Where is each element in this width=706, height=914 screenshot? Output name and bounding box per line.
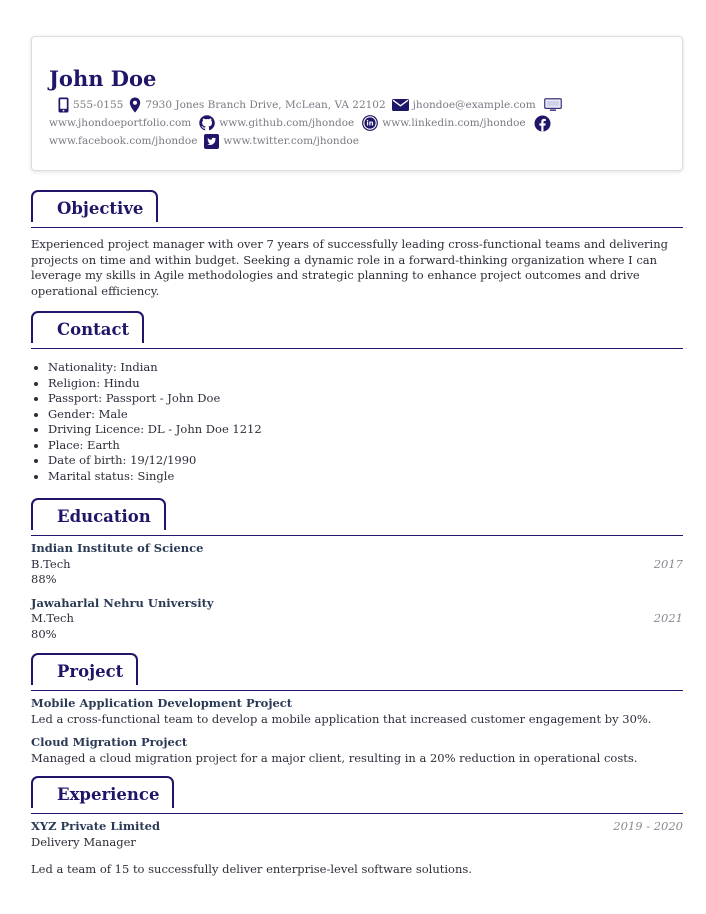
experience-header bbox=[31, 776, 683, 814]
contact-title: Contact bbox=[31, 311, 144, 346]
project-entry bbox=[31, 735, 683, 766]
contact-links bbox=[49, 96, 666, 114]
education-entry bbox=[31, 541, 683, 588]
list-item: • Driving Licence: DL - John Doe 1212 bbox=[48, 422, 683, 438]
list-item: • Place: Earth bbox=[48, 438, 683, 454]
facebook-text: www.facebook.com/jhondoe bbox=[49, 135, 198, 147]
degree: M.Tech bbox=[31, 611, 74, 625]
list-item: • Gender: Male bbox=[48, 407, 683, 423]
portfolio-item[interactable] bbox=[49, 114, 191, 132]
education-title: Education bbox=[31, 498, 166, 533]
project-name: Mobile Application Development Project bbox=[31, 696, 293, 710]
facebook-icon-item[interactable] bbox=[534, 115, 555, 132]
contact-links-row-3 bbox=[49, 132, 666, 150]
twitter-text: www.twitter.com/jhondoe bbox=[223, 135, 359, 147]
list-item: • Passport: Passport - John Doe bbox=[48, 391, 683, 407]
facebook-icon bbox=[534, 115, 551, 132]
portfolio-icon-item[interactable] bbox=[544, 98, 566, 112]
portfolio-text: www.jhondoeportfolio.com bbox=[49, 117, 192, 129]
institution-name: Indian Institute of Science bbox=[31, 541, 204, 555]
company-name: XYZ Private Limited bbox=[31, 819, 161, 833]
facebook-item[interactable] bbox=[49, 132, 197, 150]
project-entry bbox=[31, 696, 683, 727]
github-text: www.github.com/jhondoe bbox=[219, 117, 355, 129]
project-header bbox=[31, 653, 683, 691]
email-text: jhondoe@example.com bbox=[412, 99, 536, 111]
svg-text:in: in bbox=[366, 119, 374, 128]
project-name: Cloud Migration Project bbox=[31, 735, 188, 749]
employment-period: 2019 - 2020 bbox=[613, 819, 683, 833]
github-item[interactable] bbox=[199, 114, 354, 132]
address-text: 7930 Jones Branch Drive, McLean, VA 22102 bbox=[145, 99, 386, 111]
contact-links-row-2 bbox=[49, 114, 666, 132]
envelope-icon bbox=[392, 99, 409, 111]
objective-title: Objective bbox=[31, 190, 158, 225]
contact-section bbox=[31, 311, 683, 484]
objective-text: Experienced project manager with over 7 years of successfully leading cross-functional teams and delivering projects on time and within budget. Seeking a dynamic role in a forward-thinking organization where I can leverage my skills in Agile methodologies and strategic planning to enhance project outcomes and drive operational efficiency. bbox=[31, 237, 668, 298]
score: 88% bbox=[31, 572, 57, 586]
project-desc: Led a cross-functional team to develop a mobile application that increased customer engagement by 30%. bbox=[31, 711, 652, 726]
phone-icon bbox=[58, 97, 69, 113]
twitter-item[interactable] bbox=[204, 132, 359, 150]
twitter-icon bbox=[204, 134, 219, 149]
graduation-year: 2021 bbox=[653, 611, 683, 625]
contact-header bbox=[31, 311, 683, 349]
list-item: • Religion: Hindu bbox=[48, 376, 683, 392]
linkedin-text: www.linkedin.com/jhondoe bbox=[382, 117, 526, 129]
score: 80% bbox=[31, 626, 57, 641]
candidate-name: John Doe bbox=[49, 66, 157, 91]
education-section bbox=[31, 498, 683, 642]
personal-info-list bbox=[31, 360, 683, 484]
job-desc: Led a team of 15 to successfully deliver enterprise-level software solutions. bbox=[31, 862, 472, 876]
email-item[interactable] bbox=[392, 96, 536, 114]
linkedin-icon bbox=[362, 115, 378, 131]
phone-item[interactable] bbox=[58, 96, 123, 114]
list-item: • Date of birth: 19/12/1990 bbox=[48, 453, 683, 469]
list-item: • Marital status: Single bbox=[48, 469, 683, 485]
graduation-year: 2017 bbox=[653, 556, 683, 571]
project-desc: Managed a cloud migration project for a major client, resulting in a 20% reduction in operational costs. bbox=[31, 750, 638, 765]
header-card bbox=[31, 36, 683, 171]
degree: B.Tech bbox=[31, 556, 71, 571]
monitor-icon bbox=[544, 98, 562, 112]
education-header bbox=[31, 498, 683, 536]
experience-title: Experience bbox=[31, 776, 174, 811]
institution-name: Jawaharlal Nehru University bbox=[31, 595, 214, 610]
education-entry bbox=[31, 596, 683, 643]
experience-section bbox=[31, 776, 683, 878]
phone-text: 555-0155 bbox=[73, 99, 124, 111]
experience-entry bbox=[31, 819, 683, 878]
address-item[interactable] bbox=[129, 96, 385, 114]
project-title: Project bbox=[31, 653, 138, 688]
project-section bbox=[31, 653, 683, 766]
objective-section bbox=[31, 190, 683, 299]
list-item: • Nationality: Indian bbox=[48, 360, 683, 376]
github-icon bbox=[199, 115, 215, 131]
job-role: Delivery Manager bbox=[31, 834, 136, 849]
objective-header bbox=[31, 190, 683, 228]
linkedin-item[interactable] bbox=[362, 114, 525, 132]
location-pin-icon bbox=[129, 97, 141, 113]
